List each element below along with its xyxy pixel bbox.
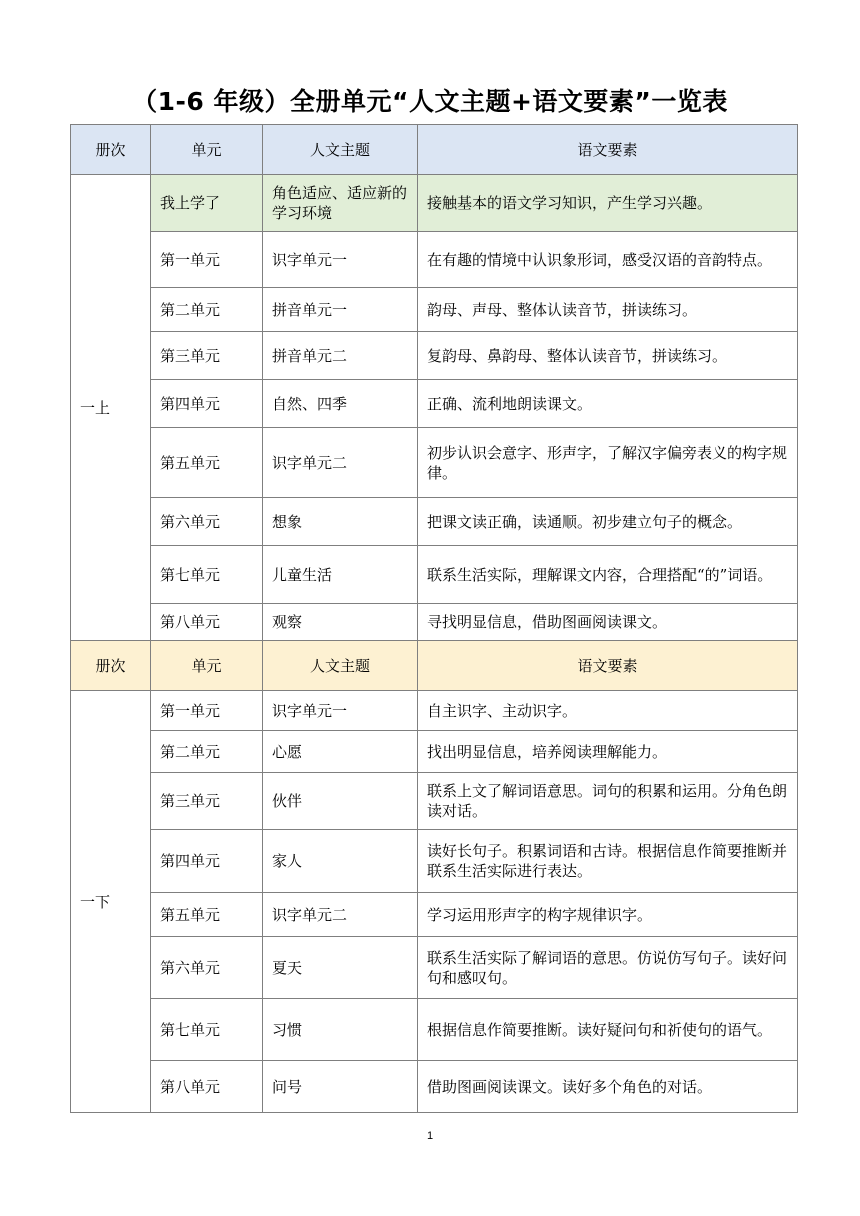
unit-overview-table — [70, 124, 798, 1113]
page-number: 1 — [426, 1130, 434, 1142]
unit-cell: 第二单元 — [151, 731, 263, 773]
table-row — [71, 999, 798, 1061]
unit-cell: 第七单元 — [151, 546, 263, 604]
table-row — [71, 428, 798, 498]
theme-cell: 识字单元一 — [263, 232, 418, 288]
page-title: （1-6 年级）全册单元“人文主题+语文要素”一览表 — [132, 87, 728, 116]
unit-cell: 第七单元 — [151, 999, 263, 1061]
header-ce: 册次 — [71, 641, 151, 691]
table-row — [71, 830, 798, 893]
table-header-row — [71, 641, 798, 691]
header-element: 语文要素 — [418, 125, 798, 175]
element-cell: 在有趣的情境中认识象形词，感受汉语的音韵特点。 — [418, 232, 798, 288]
unit-cell: 第三单元 — [151, 332, 263, 380]
theme-cell: 拼音单元一 — [263, 288, 418, 332]
grade-cell: 一上 — [71, 175, 151, 641]
table-row — [71, 232, 798, 288]
element-cell: 自主识字、主动识字。 — [418, 691, 798, 731]
element-cell: 根据信息作简要推断。读好疑问句和祈使句的语气。 — [418, 999, 798, 1061]
element-cell: 找出明显信息，培养阅读理解能力。 — [418, 731, 798, 773]
element-cell: 联系生活实际，理解课文内容，合理搭配“的”词语。 — [418, 546, 798, 604]
header-unit: 单元 — [151, 641, 263, 691]
unit-cell: 我上学了 — [151, 175, 263, 232]
element-cell: 接触基本的语文学习知识，产生学习兴趣。 — [418, 175, 798, 232]
unit-cell: 第六单元 — [151, 498, 263, 546]
table-row — [71, 332, 798, 380]
element-cell: 把课文读正确，读通顺。初步建立句子的概念。 — [418, 498, 798, 546]
theme-cell: 观察 — [263, 604, 418, 641]
unit-cell: 第五单元 — [151, 428, 263, 498]
table-row — [71, 380, 798, 428]
unit-cell: 第八单元 — [151, 1061, 263, 1113]
theme-cell: 自然、四季 — [263, 380, 418, 428]
header-ce: 册次 — [71, 125, 151, 175]
element-cell: 正确、流利地朗读课文。 — [418, 380, 798, 428]
grade-cell: 一下 — [71, 691, 151, 1113]
table-row — [71, 175, 798, 232]
theme-cell: 想象 — [263, 498, 418, 546]
element-cell: 初步认识会意字、形声字，了解汉字偏旁表义的构字规律。 — [418, 428, 798, 498]
element-cell: 韵母、声母、整体认读音节，拼读练习。 — [418, 288, 798, 332]
element-cell: 复韵母、鼻韵母、整体认读音节，拼读练习。 — [418, 332, 798, 380]
table-row — [71, 731, 798, 773]
unit-cell: 第六单元 — [151, 937, 263, 999]
theme-cell: 拼音单元二 — [263, 332, 418, 380]
table-row — [71, 937, 798, 999]
table-row — [71, 1061, 798, 1113]
table-row — [71, 546, 798, 604]
table-header-row — [71, 125, 798, 175]
table-row — [71, 288, 798, 332]
element-cell: 学习运用形声字的构字规律识字。 — [418, 893, 798, 937]
element-cell: 读好长句子。积累词语和古诗。根据信息作简要推断并联系生活实际进行表达。 — [418, 830, 798, 893]
header-theme: 人文主题 — [263, 125, 418, 175]
element-cell: 联系上文了解词语意思。词句的积累和运用。分角色朗读对话。 — [418, 773, 798, 830]
table-row — [71, 604, 798, 641]
theme-cell: 伙伴 — [263, 773, 418, 830]
theme-cell: 角色适应、适应新的学习环境 — [263, 175, 418, 232]
element-cell: 联系生活实际了解词语的意思。仿说仿写句子。读好问句和感叹句。 — [418, 937, 798, 999]
unit-cell: 第一单元 — [151, 691, 263, 731]
element-cell: 寻找明显信息，借助图画阅读课文。 — [418, 604, 798, 641]
table-row — [71, 691, 798, 731]
unit-cell: 第四单元 — [151, 380, 263, 428]
header-element: 语文要素 — [418, 641, 798, 691]
unit-cell: 第五单元 — [151, 893, 263, 937]
theme-cell: 夏天 — [263, 937, 418, 999]
table-row — [71, 498, 798, 546]
theme-cell: 识字单元一 — [263, 691, 418, 731]
unit-cell: 第二单元 — [151, 288, 263, 332]
theme-cell: 问号 — [263, 1061, 418, 1113]
element-cell: 借助图画阅读课文。读好多个角色的对话。 — [418, 1061, 798, 1113]
unit-cell: 第八单元 — [151, 604, 263, 641]
theme-cell: 儿童生活 — [263, 546, 418, 604]
header-unit: 单元 — [151, 125, 263, 175]
unit-cell: 第四单元 — [151, 830, 263, 893]
table-row — [71, 773, 798, 830]
theme-cell: 识字单元二 — [263, 893, 418, 937]
unit-cell: 第一单元 — [151, 232, 263, 288]
theme-cell: 心愿 — [263, 731, 418, 773]
theme-cell: 识字单元二 — [263, 428, 418, 498]
theme-cell: 家人 — [263, 830, 418, 893]
theme-cell: 习惯 — [263, 999, 418, 1061]
header-theme: 人文主题 — [263, 641, 418, 691]
table-row — [71, 893, 798, 937]
unit-cell: 第三单元 — [151, 773, 263, 830]
